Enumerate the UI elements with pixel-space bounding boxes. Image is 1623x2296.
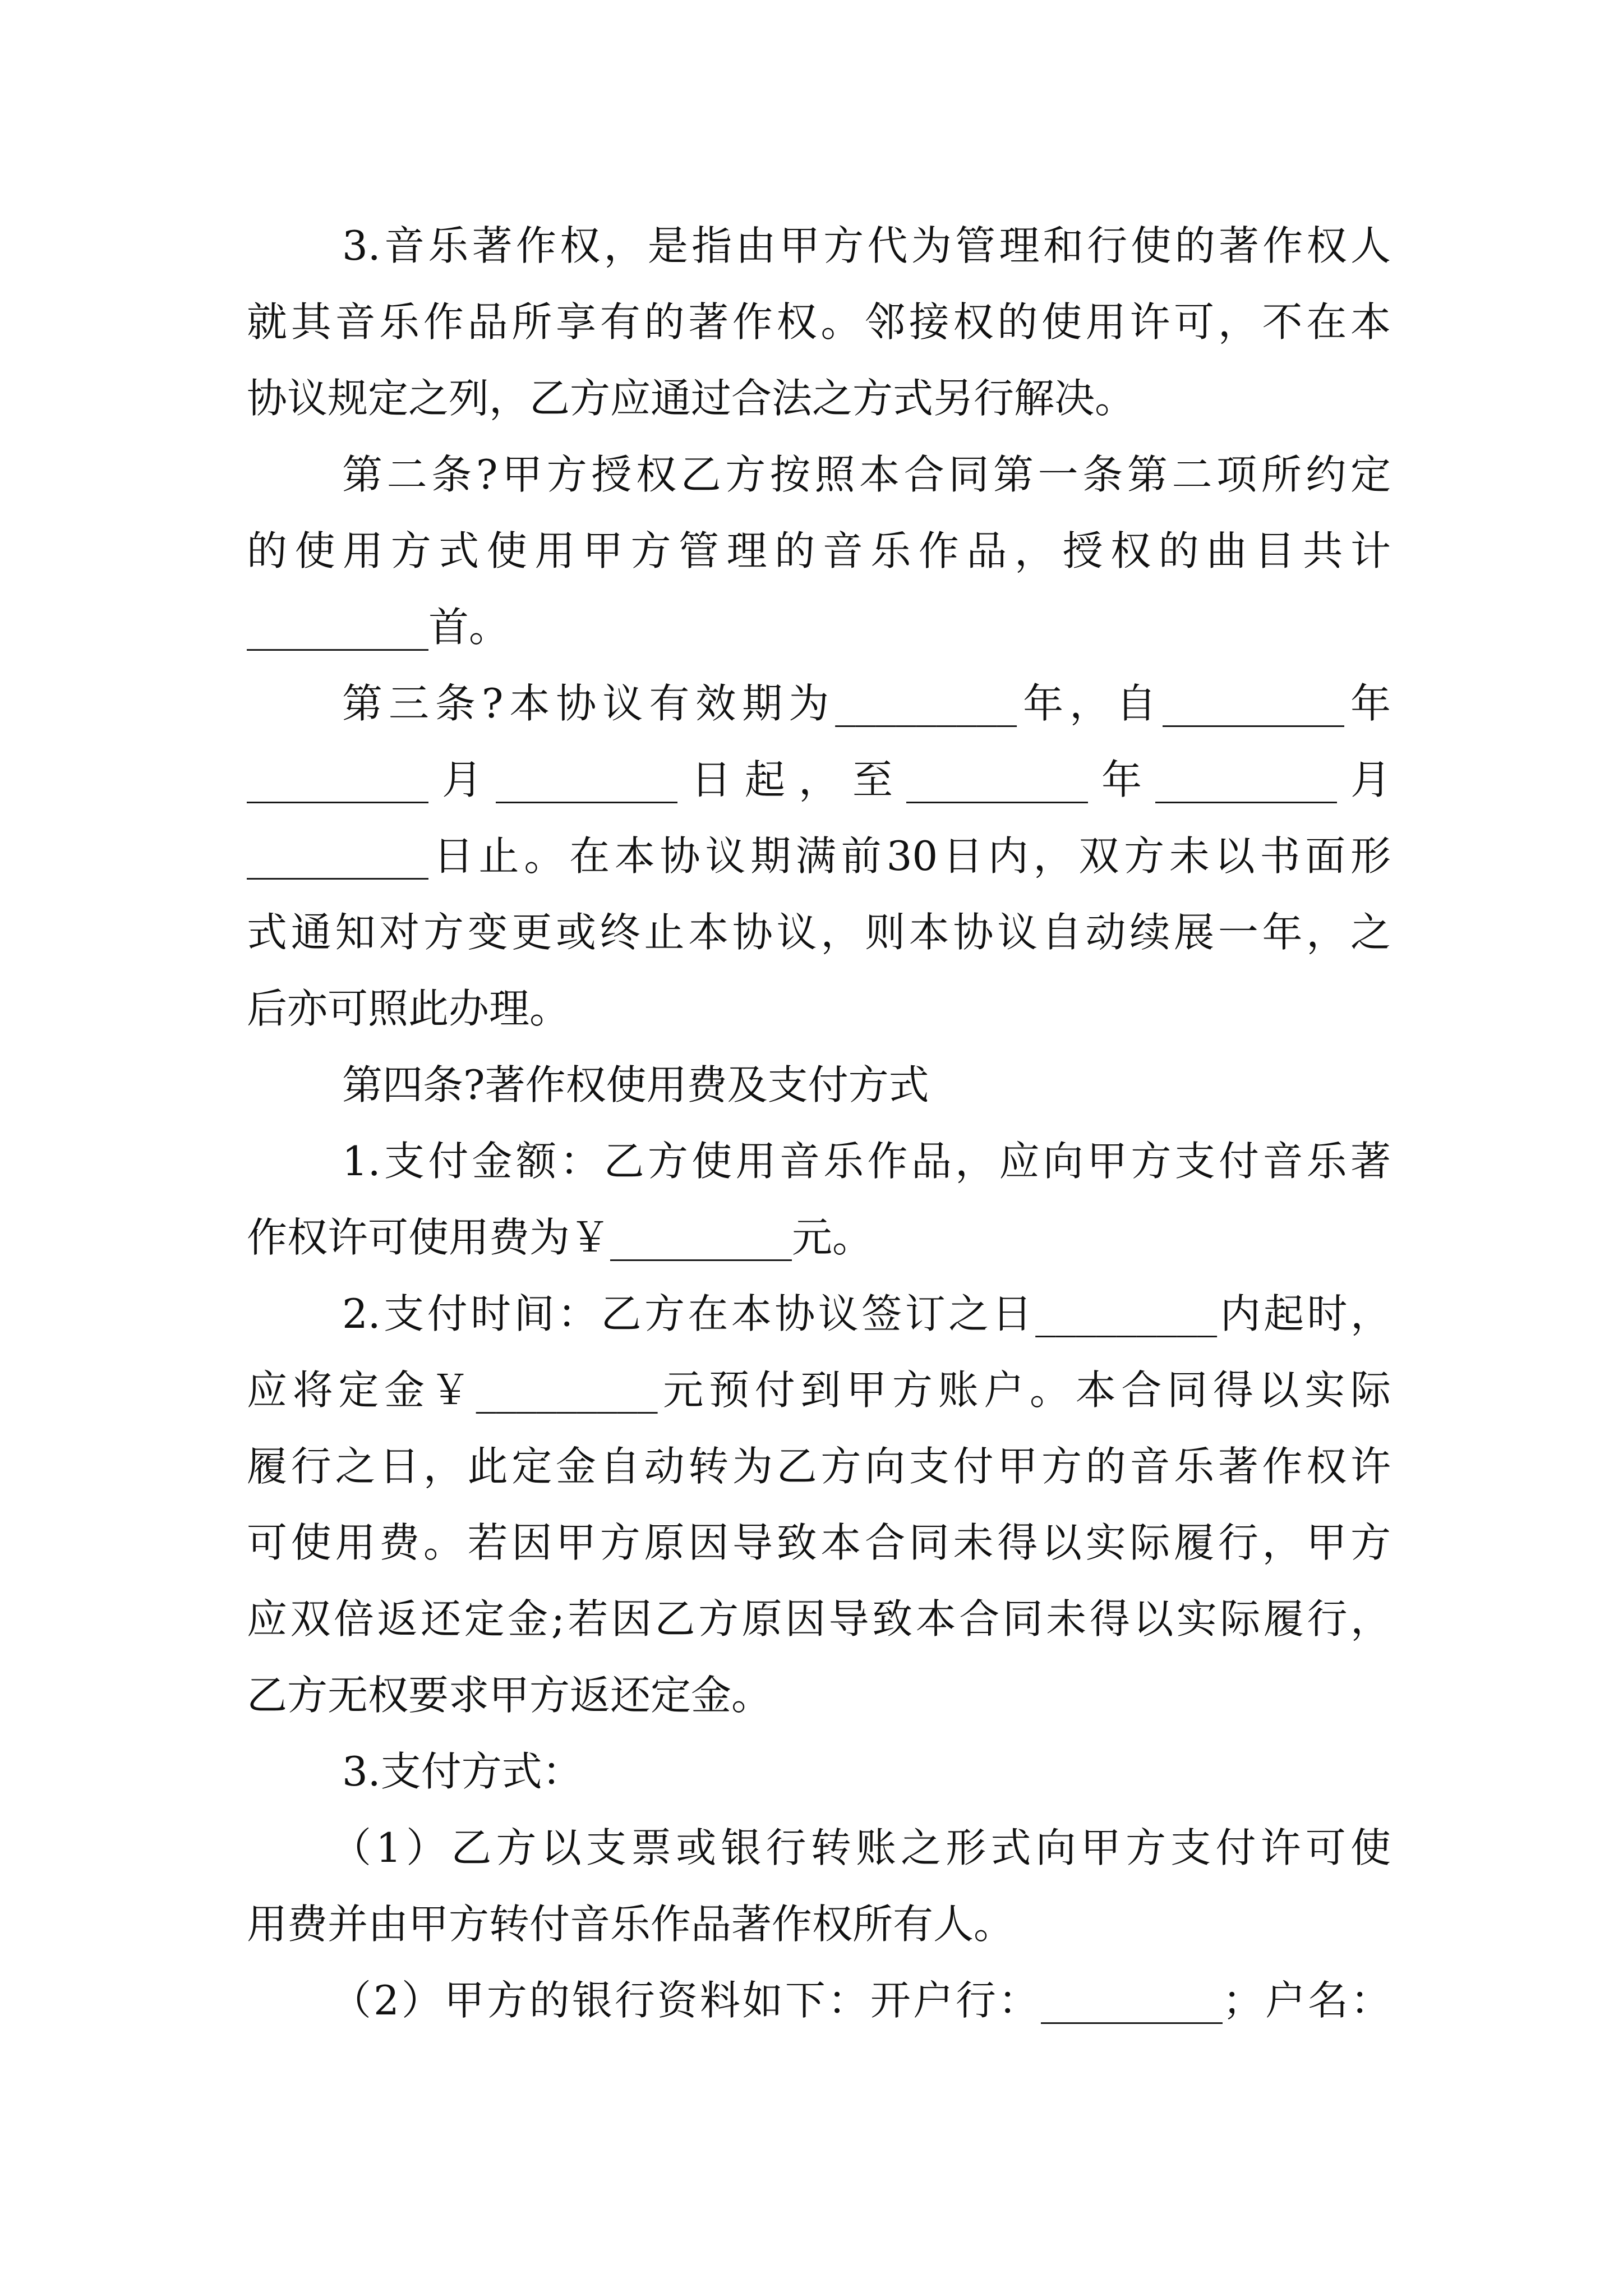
text-line: 1.支付金额：乙方使用音乐作品，应向甲方支付音乐著 <box>342 1138 1391 1185</box>
text-line: 3.音乐著作权，是指由甲方代为管理和行使的著作权人 <box>342 222 1391 269</box>
text-line: 协议规定之列，乙方应通过合法之方式另行解决。 <box>247 375 1136 422</box>
text-line: （2）甲方的银行资料如下：开户行：_________；户名： <box>331 1977 1391 2024</box>
text-line: 2.支付时间：乙方在本协议签订之日_________内起时， <box>342 1290 1391 1337</box>
text-line: 可使用费。若因甲方原因导致本合同未得以实际履行，甲方 <box>247 1519 1391 1566</box>
text-line: 应双倍返还定金;若因乙方原因导致本合同未得以实际履行， <box>247 1595 1391 1642</box>
section-heading: 第四条?著作权使用费及支付方式 <box>342 1061 929 1108</box>
text-line: 3.支付方式： <box>342 1748 583 1795</box>
text-line: _________首。 <box>247 604 510 651</box>
text-line: 的使用方式使用甲方管理的音乐作品，授权的曲目共计 <box>247 527 1391 574</box>
text-line: 应将定金￥_________元预付到甲方账户。本合同得以实际 <box>247 1366 1391 1414</box>
contract-body <box>247 208 1391 2039</box>
text-line: 式通知对方变更或终止本协议，则本协议自动续展一年，之 <box>247 909 1391 956</box>
text-line: 履行之日，此定金自动转为乙方向支付甲方的音乐著作权许 <box>247 1443 1391 1490</box>
text-line: （1）乙方以支票或银行转账之形式向甲方支付许可使 <box>331 1824 1391 1871</box>
text-line: 第三条?本协议有效期为_________年，自_________年 <box>342 680 1391 727</box>
text-line: _________月_________日起，至_________年_________月 <box>247 756 1391 803</box>
text-line: _________日止。在本协议期满前30日内，双方未以书面形 <box>247 832 1391 880</box>
text-line: 用费并由甲方转付音乐作品著作权所有人。 <box>247 1901 1015 1948</box>
text-line: 后亦可照此办理。 <box>247 985 570 1032</box>
text-line: 乙方无权要求甲方返还定金。 <box>247 1672 772 1719</box>
text-line: 第二条?甲方授权乙方按照本合同第一条第二项所约定 <box>342 451 1391 498</box>
text-line: 作权许可使用费为￥_________元。 <box>247 1214 873 1261</box>
text-line: 就其音乐作品所享有的著作权。邻接权的使用许可，不在本 <box>247 298 1391 346</box>
